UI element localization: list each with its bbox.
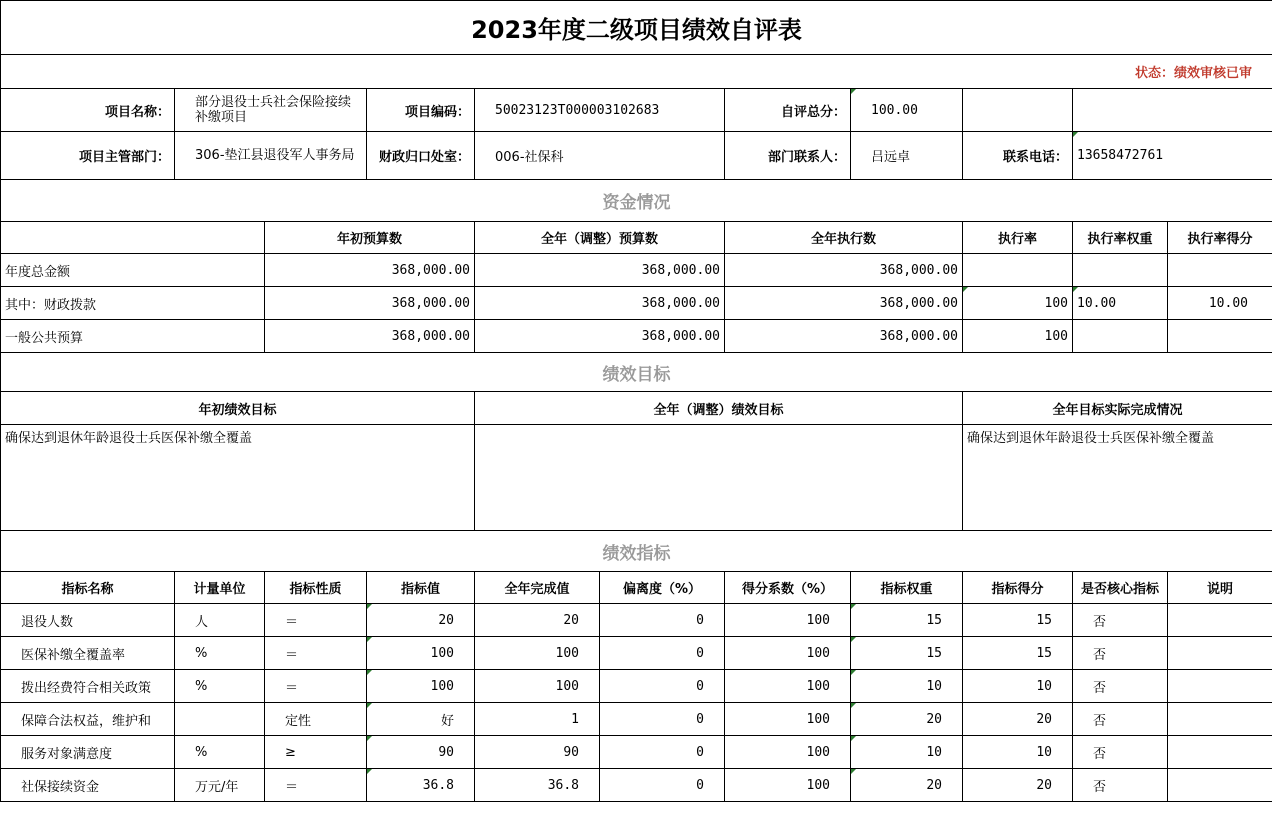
fund-name: 年度总金额 [1,254,265,287]
contact-label: 部门联系人： [725,132,851,180]
empty-cell [1073,89,1272,132]
fund-initial: 368,000.00 [265,287,475,320]
table-row [1,703,1272,736]
ind-done: 100 [475,637,600,670]
ind-score: 15 [963,637,1073,670]
ind-unit: % [175,637,265,670]
fund-initial: 368,000.00 [265,320,475,353]
ind-score: 15 [963,604,1073,637]
ind-nature: 定性 [265,703,367,736]
fund-name: 一般公共预算 [1,320,265,353]
fund-rate: 100 [963,320,1073,353]
ind-name: 拨出经费符合相关政策 [1,670,175,703]
ind-weight: 10 [851,736,963,769]
funds-header-blank [1,222,265,254]
ind-name: 退役人数 [1,604,175,637]
empty-cell [963,89,1073,132]
score-label: 自评总分： [725,89,851,132]
ind-core: 否 [1073,703,1168,736]
ind-header-name: 指标名称 [1,572,175,604]
fund-name: 其中：财政拨款 [1,287,265,320]
funds-header-rate: 执行率 [963,222,1073,254]
ind-note [1168,736,1272,769]
contact-value: 吕远卓 [851,132,963,180]
ind-core: 否 [1073,637,1168,670]
ind-note [1168,769,1272,802]
ind-nature: ＝ [265,670,367,703]
phone-label: 联系电话： [963,132,1073,180]
ind-done: 36.8 [475,769,600,802]
ind-name: 保障合法权益，维护和 [1,703,175,736]
ind-unit: % [175,670,265,703]
ind-weight: 15 [851,637,963,670]
finance-value: 006-社保科 [475,132,725,180]
dept-label: 项目主管部门： [1,132,175,180]
table-row [1,769,1272,802]
funds-header-initial: 年初预算数 [265,222,475,254]
table-row [1,604,1272,637]
ind-dev: 0 [600,604,725,637]
ind-nature: ＝ [265,769,367,802]
ind-dev: 0 [600,736,725,769]
ind-target: 90 [367,736,475,769]
fund-rate [963,254,1073,287]
ind-score: 10 [963,736,1073,769]
ind-dev: 0 [600,670,725,703]
fund-initial: 368,000.00 [265,254,475,287]
fund-score [1168,254,1272,287]
ind-header-weight: 指标权重 [851,572,963,604]
funds-header-weight: 执行率权重 [1073,222,1168,254]
funds-section-title: 资金情况 [1,180,1272,222]
ind-name: 服务对象满意度 [1,736,175,769]
table-row [1,637,1272,670]
ind-header-score: 指标得分 [963,572,1073,604]
ind-note [1168,637,1272,670]
table-row [1,736,1272,769]
fund-adjusted: 368,000.00 [475,287,725,320]
ind-name: 医保补缴全覆盖率 [1,637,175,670]
dept-value: 306-垫江县退役军人事务局 [175,132,367,180]
ind-header-core: 是否核心指标 [1073,572,1168,604]
table-row [1,320,1272,353]
goals-header-adjusted: 全年（调整）绩效目标 [475,392,963,425]
ind-unit [175,703,265,736]
ind-done: 1 [475,703,600,736]
ind-name: 社保接续资金 [1,769,175,802]
indicators-section-title: 绩效指标 [1,531,1272,572]
ind-core: 否 [1073,670,1168,703]
page-title: 2023年度二级项目绩效自评表 [1,1,1272,55]
ind-core: 否 [1073,769,1168,802]
fund-executed: 368,000.00 [725,320,963,353]
fund-rate: 100 [963,287,1073,320]
finance-label: 财政归口处室： [367,132,475,180]
ind-weight: 10 [851,670,963,703]
goals-header-actual: 全年目标实际完成情况 [963,392,1272,425]
score-value: 100.00 [851,89,963,132]
fund-adjusted: 368,000.00 [475,320,725,353]
ind-weight: 15 [851,604,963,637]
ind-note [1168,703,1272,736]
fund-score [1168,320,1272,353]
fund-adjusted: 368,000.00 [475,254,725,287]
ind-header-coef: 得分系数（%） [725,572,851,604]
ind-coef: 100 [725,769,851,802]
ind-weight: 20 [851,703,963,736]
ind-target: 好 [367,703,475,736]
goal-initial: 确保达到退休年龄退役士兵医保补缴全覆盖 [1,425,475,531]
ind-dev: 0 [600,703,725,736]
ind-nature: ≥ [265,736,367,769]
ind-score: 10 [963,670,1073,703]
ind-header-target: 指标值 [367,572,475,604]
ind-nature: ＝ [265,604,367,637]
goals-section-title: 绩效目标 [1,353,1272,392]
ind-header-note: 说明 [1168,572,1272,604]
fund-weight: 10.00 [1073,287,1168,320]
ind-unit: 万元/年 [175,769,265,802]
ind-done: 90 [475,736,600,769]
goal-actual: 确保达到退休年龄退役士兵医保补缴全覆盖 [963,425,1272,531]
ind-coef: 100 [725,736,851,769]
ind-done: 100 [475,670,600,703]
ind-target: 20 [367,604,475,637]
ind-coef: 100 [725,637,851,670]
ind-header-nature: 指标性质 [265,572,367,604]
fund-executed: 368,000.00 [725,287,963,320]
table-row [1,254,1272,287]
ind-coef: 100 [725,604,851,637]
fund-weight [1073,320,1168,353]
ind-note [1168,604,1272,637]
fund-score: 10.00 [1168,287,1272,320]
funds-header-adjusted: 全年（调整）预算数 [475,222,725,254]
status-badge: 状态：绩效审核已审 [1,55,1272,89]
ind-target: 100 [367,670,475,703]
ind-done: 20 [475,604,600,637]
phone-value: 13658472761 [1073,132,1272,180]
ind-coef: 100 [725,670,851,703]
ind-score: 20 [963,769,1073,802]
fund-executed: 368,000.00 [725,254,963,287]
project-code-label: 项目编码： [367,89,475,132]
ind-core: 否 [1073,736,1168,769]
ind-target: 36.8 [367,769,475,802]
project-name-value: 部分退役士兵社会保险接续补缴项目 [175,89,367,132]
ind-weight: 20 [851,769,963,802]
project-name-label: 项目名称： [1,89,175,132]
table-row [1,287,1272,320]
funds-header-score: 执行率得分 [1168,222,1272,254]
ind-score: 20 [963,703,1073,736]
funds-header-executed: 全年执行数 [725,222,963,254]
ind-header-dev: 偏离度（%） [600,572,725,604]
ind-target: 100 [367,637,475,670]
project-code-value: 50023123T000003102683 [475,89,725,132]
ind-coef: 100 [725,703,851,736]
table-row [1,670,1272,703]
goals-header-initial: 年初绩效目标 [1,392,475,425]
goal-adjusted [475,425,963,531]
fund-weight [1073,254,1168,287]
ind-dev: 0 [600,769,725,802]
ind-header-unit: 计量单位 [175,572,265,604]
ind-note [1168,670,1272,703]
ind-header-done: 全年完成值 [475,572,600,604]
ind-core: 否 [1073,604,1168,637]
ind-dev: 0 [600,637,725,670]
ind-unit: 人 [175,604,265,637]
ind-unit: % [175,736,265,769]
ind-nature: ＝ [265,637,367,670]
